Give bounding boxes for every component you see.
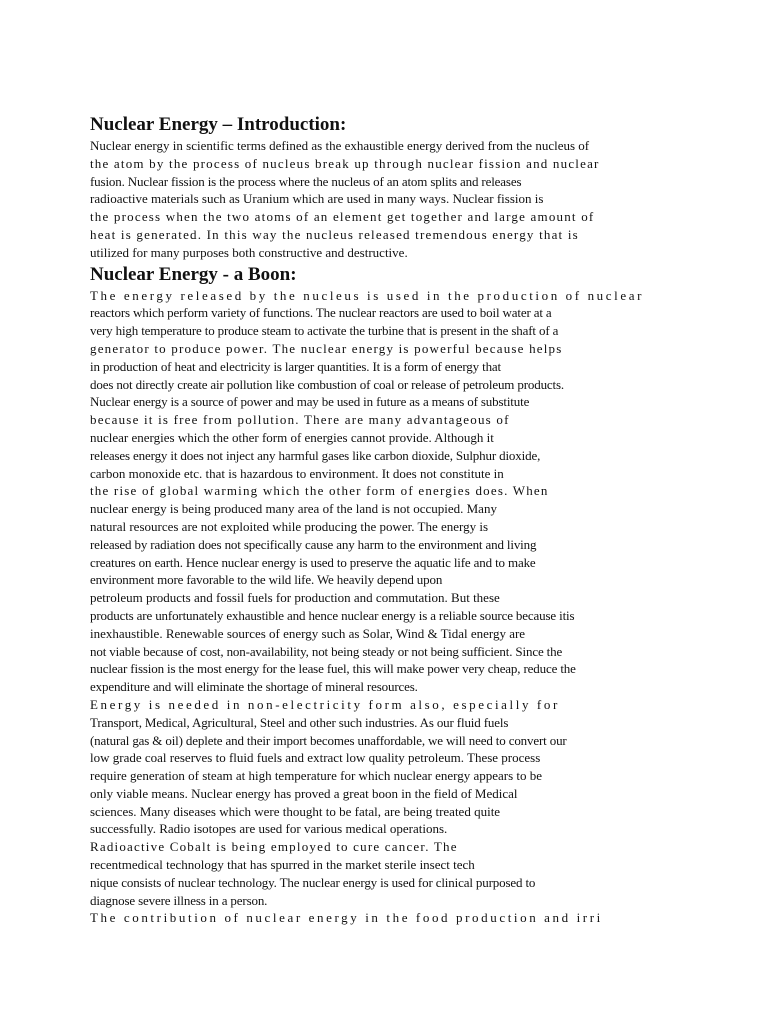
text-line: environment more favorable to the wild life. We heavily depend upon: [90, 572, 443, 588]
text-line: carbon monoxide etc. that is hazardous to environment. It does not constitute in: [90, 465, 504, 481]
text-line: does not directly create air pollution like combustion of coal or release of petroleum products.: [90, 376, 565, 392]
text-line: inexhaustible. Renewable sources of energy such as Solar, Wind & Tidal energy are: [90, 625, 526, 641]
text-line: in production of heat and electricity is larger quantities. It is a form of energy that: [90, 358, 502, 374]
text-line: low grade coal reserves to fluid fuels and extract low quality petroleum. These process: [90, 750, 541, 766]
text-line: expenditure and will eliminate the shortage of mineral resources.: [90, 679, 418, 695]
text-line: fusion. Nuclear fission is the process where the nucleus of an atom splits and releases: [90, 173, 522, 189]
text-line: because it is free from pollution. There are many advantageous of: [90, 412, 510, 428]
text-line: very high temperature to produce steam to activate the turbine that is present in the shaft of a: [90, 323, 559, 339]
section-body-introduction: [90, 137, 680, 262]
text-line: Radioactive Cobalt is being employed to cure cancer. The: [90, 839, 458, 855]
text-line: reactors which perform variety of functions. The nuclear reactors are used to boil water at a: [90, 305, 552, 321]
text-line: recentmedical technology that has spurred in the market sterile insect tech: [90, 857, 475, 873]
text-line: Nuclear energy is a source of power and may be used in future as a means of substitute: [90, 394, 530, 410]
text-line: heat is generated. In this way the nucleus released tremendous energy that is: [90, 226, 579, 242]
text-line: The energy released by the nucleus is used in the production of nuclear: [90, 287, 645, 303]
text-line: nuclear fission is the most energy for the lease fuel, this will make power very cheap, reduce the: [90, 661, 576, 677]
text-line: not viable because of cost, non-availability, not being steady or not being sufficient. Since the: [90, 643, 563, 659]
text-line: generator to produce power. The nuclear energy is powerful because helps: [90, 340, 563, 356]
text-line: releases energy it does not inject any harmful gases like carbon dioxide, Sulphur dioxide,: [90, 447, 541, 463]
text-line: products are unfortunately exhaustible and hence nuclear energy is a reliable source because itis: [90, 607, 575, 623]
text-line: sciences. Many diseases which were thought to be fatal, are being treated quite: [90, 803, 501, 819]
text-line: the process when the two atoms of an element get together and large amount of: [90, 209, 595, 225]
text-line: nuclear energy is being produced many area of the land is not occupied. Many: [90, 501, 497, 517]
text-line: The contribution of nuclear energy in the food production and irri: [90, 910, 603, 926]
text-line: (natural gas & oil) deplete and their import becomes unaffordable, we will need to convert our: [90, 732, 567, 748]
section-heading-boon: Nuclear Energy - a Boon:: [90, 263, 297, 285]
text-line: nique consists of nuclear technology. The nuclear energy is used for clinical purposed to: [90, 874, 536, 890]
document-page: [90, 112, 680, 927]
text-line: utilized for many purposes both constructive and destructive.: [90, 244, 408, 260]
text-line: natural resources are not exploited while producing the power. The energy is: [90, 518, 489, 534]
text-line: the rise of global warming which the other form of energies does. When: [90, 483, 549, 499]
text-line: nuclear energies which the other form of energies cannot provide. Although it: [90, 429, 494, 445]
text-line: petroleum products and fossil fuels for production and commutation. But these: [90, 590, 500, 606]
text-line: Nuclear energy in scientific terms defined as the exhaustible energy derived from the nucleus of: [90, 138, 590, 153]
text-line: released by radiation does not specifically cause any harm to the environment and living: [90, 536, 537, 552]
text-line: only viable means. Nuclear energy has proved a great boon in the field of Medical: [90, 785, 518, 801]
section-heading-introduction: Nuclear Energy – Introduction:: [90, 114, 347, 135]
text-line: require generation of steam at high temperature for which nuclear energy appears to be: [90, 768, 543, 784]
text-line: radioactive materials such as Uranium which are used in many ways. Nuclear fission is: [90, 191, 544, 207]
section-body-boon: [90, 287, 680, 928]
text-line: diagnose severe illness in a person.: [90, 892, 268, 908]
text-line: the atom by the process of nucleus break up through nuclear fission and nuclear: [90, 155, 600, 171]
text-line: successfully. Radio isotopes are used for various medical operations.: [90, 821, 448, 837]
text-line: creatures on earth. Hence nuclear energy is used to preserve the aquatic life and to make: [90, 554, 536, 570]
text-line: Transport, Medical, Agricultural, Steel and other such industries. As our fluid fuels: [90, 714, 509, 730]
text-line: Energy is needed in non-electricity form also, especially for: [90, 696, 560, 712]
